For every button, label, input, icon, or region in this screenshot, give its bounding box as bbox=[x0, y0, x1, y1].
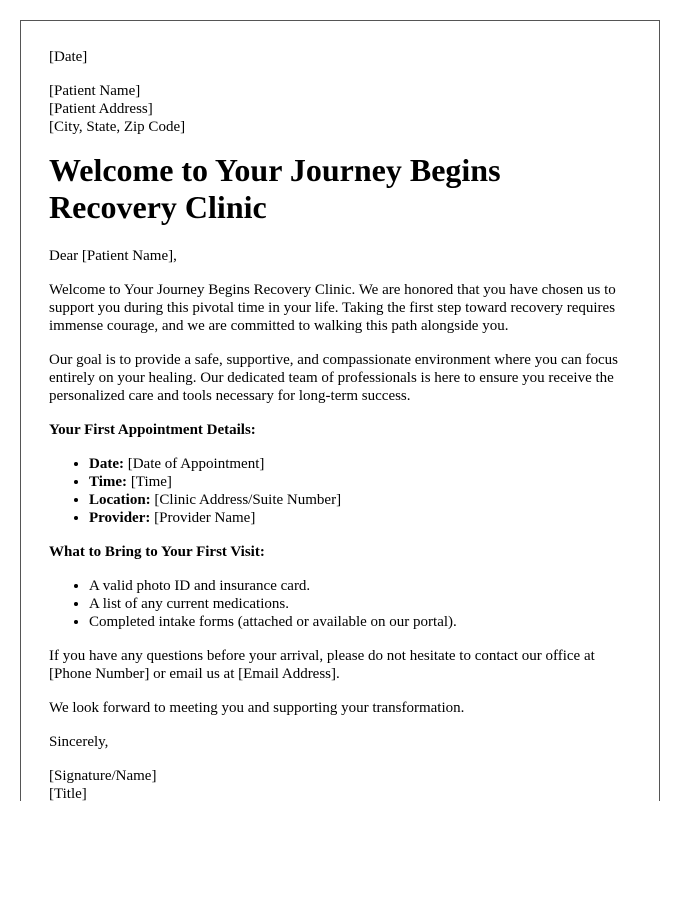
appointment-date-label: Date: bbox=[89, 456, 124, 472]
list-item-appointment-date bbox=[89, 455, 631, 473]
list-item-appointment-location bbox=[89, 491, 631, 509]
signature-name: [Signature/Name] bbox=[49, 768, 157, 784]
recipient-address-block bbox=[49, 82, 631, 136]
letter-page bbox=[20, 20, 660, 801]
city-state-zip: [City, State, Zip Code] bbox=[49, 119, 186, 135]
list-item-intake-forms: • Completed intake forms (attached or available on our portal). bbox=[89, 613, 631, 631]
signature-title: [Title] bbox=[49, 786, 87, 801]
appointment-time-label: Time: bbox=[89, 474, 128, 490]
intro-paragraph: Welcome to Your Journey Begins Recovery Clinic. We are honored that you have chosen us to support you during this pivotal time in your life. Taking the first step toward recovery requires immense courage, and we are committed to walking this path alongside you. bbox=[49, 282, 616, 334]
list-item-appointment-time bbox=[89, 473, 631, 491]
letter-heading: Welcome to Your Journey Begins Recovery Clinic bbox=[49, 152, 501, 225]
appointment-details-list bbox=[49, 455, 631, 527]
list-item-photo-id: • A valid photo ID and insurance card. bbox=[89, 577, 631, 595]
contact-paragraph: If you have any questions before your arrival, please do not hesitate to contact our office at [Phone Number] or email us at [Email Address]. bbox=[49, 648, 595, 682]
appointment-provider-value: [Provider Name] bbox=[154, 510, 256, 526]
list-item-appointment-provider bbox=[89, 509, 631, 527]
closing-sincerely: Sincerely, bbox=[49, 734, 109, 750]
patient-address: [Patient Address] bbox=[49, 101, 153, 117]
goal-paragraph: Our goal is to provide a safe, supportive, and compassionate environment where you can focus entirely on your healing. Our dedicated team of professionals is here to ensure you receive the personalized care and tools necessary for long-term success. bbox=[49, 352, 619, 404]
appointment-location-label: Location: bbox=[89, 492, 151, 508]
letter-date: [Date] bbox=[49, 49, 88, 65]
what-to-bring-title: What to Bring to Your First Visit: bbox=[49, 544, 265, 560]
appointment-details-title: Your First Appointment Details: bbox=[49, 422, 256, 438]
patient-name: [Patient Name] bbox=[49, 83, 141, 99]
salutation: Dear [Patient Name], bbox=[49, 248, 177, 264]
closing-paragraph: We look forward to meeting you and supporting your transformation. bbox=[49, 700, 465, 716]
list-item-medications: • A list of any current medications. bbox=[89, 595, 631, 613]
appointment-provider-label: Provider: bbox=[89, 510, 151, 526]
signature-block bbox=[49, 767, 631, 801]
appointment-time-value: [Time] bbox=[130, 474, 172, 490]
what-to-bring-list bbox=[49, 577, 631, 631]
appointment-location-value: [Clinic Address/Suite Number] bbox=[154, 492, 342, 508]
appointment-date-value: [Date of Appointment] bbox=[127, 456, 265, 472]
